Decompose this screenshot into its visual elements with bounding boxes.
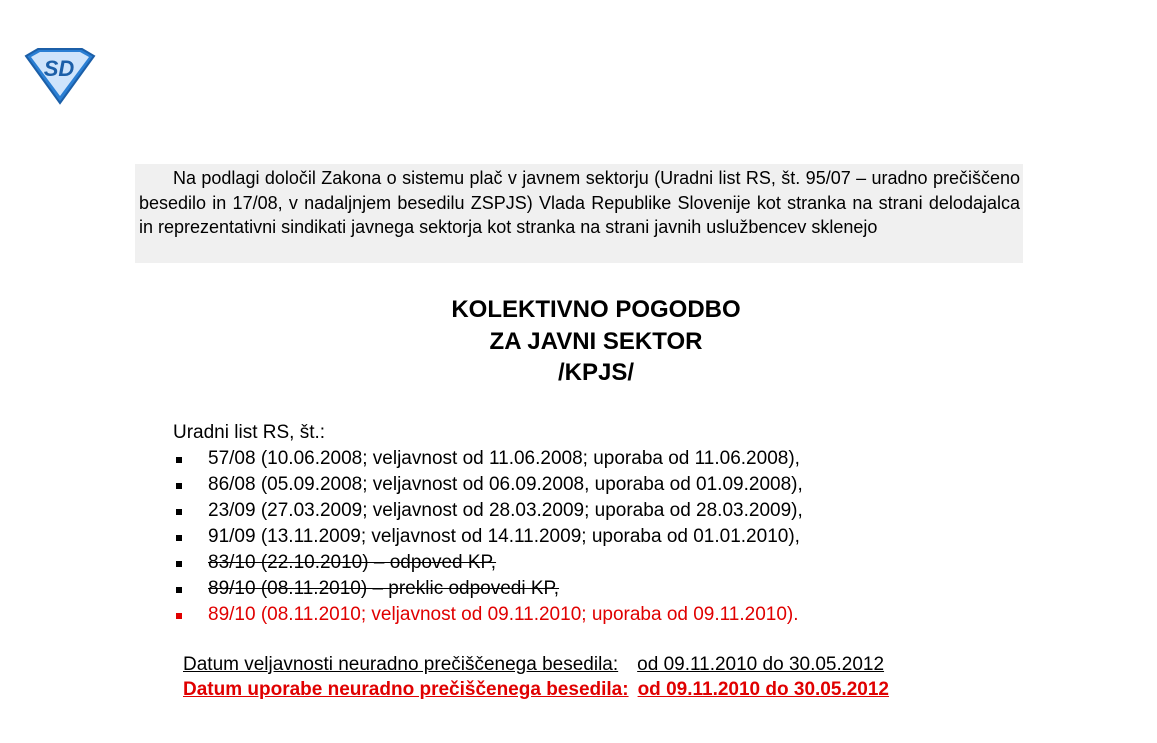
title-line: KOLEKTIVNO POGODBO bbox=[451, 296, 741, 323]
bullet-icon bbox=[176, 535, 182, 541]
gazette-entry-struck: 89/10 (08.11.2010) – preklic odpovedi KP, bbox=[173, 576, 803, 602]
gazette-list bbox=[173, 420, 803, 628]
application-value: od 09.11.2010 do 30.05.2012 bbox=[637, 679, 889, 700]
logo-text: SD bbox=[43, 56, 75, 81]
document-title bbox=[0, 294, 1157, 389]
gazette-entry: 86/08 (05.09.2008; veljavnost od 06.09.2008, uporaba od 01.09.2008), bbox=[173, 472, 803, 498]
gazette-entry-current: 89/10 (08.11.2010; veljavnost od 09.11.2010; uporaba od 09.11.2010). bbox=[173, 602, 803, 628]
bullet-icon bbox=[176, 587, 182, 593]
bullet-icon bbox=[176, 483, 182, 489]
gazette-entry-struck: 83/10 (22.10.2010) – odpoved KP, bbox=[173, 550, 803, 576]
gazette-entry: 91/09 (13.11.2009; veljavnost od 14.11.2009; uporaba od 01.01.2010), bbox=[173, 524, 803, 550]
intro-paragraph bbox=[135, 164, 1023, 263]
bullet-icon bbox=[176, 613, 182, 619]
application-row bbox=[183, 677, 889, 702]
sd-logo bbox=[20, 46, 98, 106]
application-label: Datum uporabe neuradno prečiščenega besedila: bbox=[183, 679, 629, 700]
validity-value: od 09.11.2010 do 30.05.2012 bbox=[637, 654, 885, 675]
gazette-entry: 23/09 (27.03.2009; veljavnost od 28.03.2009; uporaba od 28.03.2009), bbox=[173, 498, 803, 524]
bullet-icon bbox=[176, 561, 182, 567]
gazette-heading: Uradni list RS, št.: bbox=[173, 422, 326, 443]
title-line: ZA JAVNI SEKTOR bbox=[489, 327, 703, 355]
title-line: /KPJS/ bbox=[557, 359, 635, 386]
validity-row bbox=[183, 652, 889, 677]
bullet-icon bbox=[176, 457, 182, 463]
gazette-entry: 57/08 (10.06.2008; veljavnost od 11.06.2008; uporaba od 11.06.2008), bbox=[173, 446, 803, 472]
dates-block bbox=[183, 652, 889, 702]
validity-label: Datum veljavnosti neuradno prečiščenega besedila: bbox=[183, 654, 619, 675]
bullet-icon bbox=[176, 509, 182, 515]
intro-text: Na podlagi določil Zakona o sistemu plač v javnem sektorju (Uradni list RS, št. 95/07 – uradno prečiščeno besedilo in 17/08, v nadaljnjem besedilu ZSPJS) Vlada Republike Slovenije kot stranka na strani delodajalca in reprezentativni sindikati javnega sektorja kot stranka na strani javnih uslužbencev sklenejo bbox=[139, 168, 1020, 237]
